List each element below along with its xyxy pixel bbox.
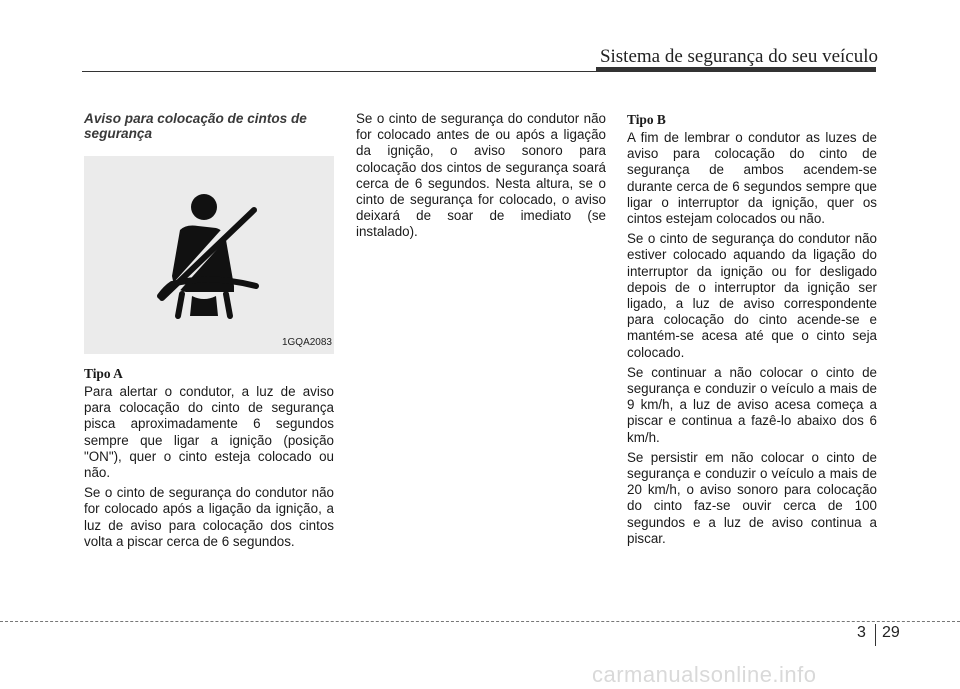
column-left: [84, 111, 334, 554]
type-a-paragraph-1: Para alertar o condutor, a luz de aviso para colocação do cinto de segurança pisca aproximadamente 6 segundos sempre que ligar a ignição (posição "ON"), quer o cinto esteja colocado ou não.: [84, 384, 334, 481]
type-a-label: Tipo A: [84, 366, 123, 381]
figure-code: 1GQA2083: [281, 336, 332, 348]
type-b-paragraph-1: A fim de lembrar o condutor as luzes de aviso para colocação do cinto de segurança de ambos acendem-se durante cerca de 6 segundos sempre que ligar o interruptor da ignição, quer os cintos estejam colocados ou não.: [627, 130, 877, 227]
page-number-divider: [875, 624, 876, 646]
type-b-paragraph-4: Se persistir em não colocar o cinto de segurança e conduzir o veículo a mais de 20 km/h, o aviso sonoro para colocação do cinto faz-se ouvir cerca de 100 segundos e a luz de aviso continua a piscar.: [627, 449, 877, 546]
column-right: [627, 111, 877, 551]
header-rule-bold: [596, 67, 876, 72]
page-number: 29: [882, 624, 900, 641]
middle-paragraph-1: Se o cinto de segurança do condutor não for colocado antes de ou após a ligação da ignição, o aviso sonoro para colocação dos cintos de segurança soará cerca de 6 segundos. Nesta altura, se o cinto de segurança for colocado, o aviso deixará de soar de imediato (se instalado).: [356, 111, 606, 240]
type-b-paragraph-3: Se continuar a não colocar o cinto de segurança e conduzir o veículo a mais de 9 km/h, a luz de aviso acesa começa a piscar e continua a fazê-lo abaixo dos 6 km/h.: [627, 364, 877, 445]
type-b-label: Tipo B: [627, 112, 666, 127]
chapter-number: 3: [857, 624, 866, 641]
watermark-text: carmanualsonline.info: [592, 662, 817, 687]
column-middle: [356, 111, 606, 245]
footer-dashed-rule: [0, 621, 960, 622]
section-heading: Aviso para colocação de cintos de segurança: [84, 111, 307, 141]
type-b-paragraph-2: Se o cinto de segurança do condutor não estiver colocado aquando da ligação do interruptor da ignição ou for desligado depois de o interruptor da ignição ser ligado, a luz de aviso correspondente para colocação do cinto acende-se e mantém-se acesa até que o cinto seja colocado.: [627, 231, 877, 360]
figure-seatbelt-warning: [84, 156, 334, 354]
seatbelt-warning-icon: [156, 192, 274, 320]
running-header-title: Sistema de segurança do seu veículo: [599, 46, 878, 67]
type-a-paragraph-2: Se o cinto de segurança do condutor não for colocado após a ligação da ignição, a luz de aviso para colocação dos cintos volta a piscar cerca de 6 segundos.: [84, 485, 334, 549]
header-rule: [82, 71, 596, 72]
